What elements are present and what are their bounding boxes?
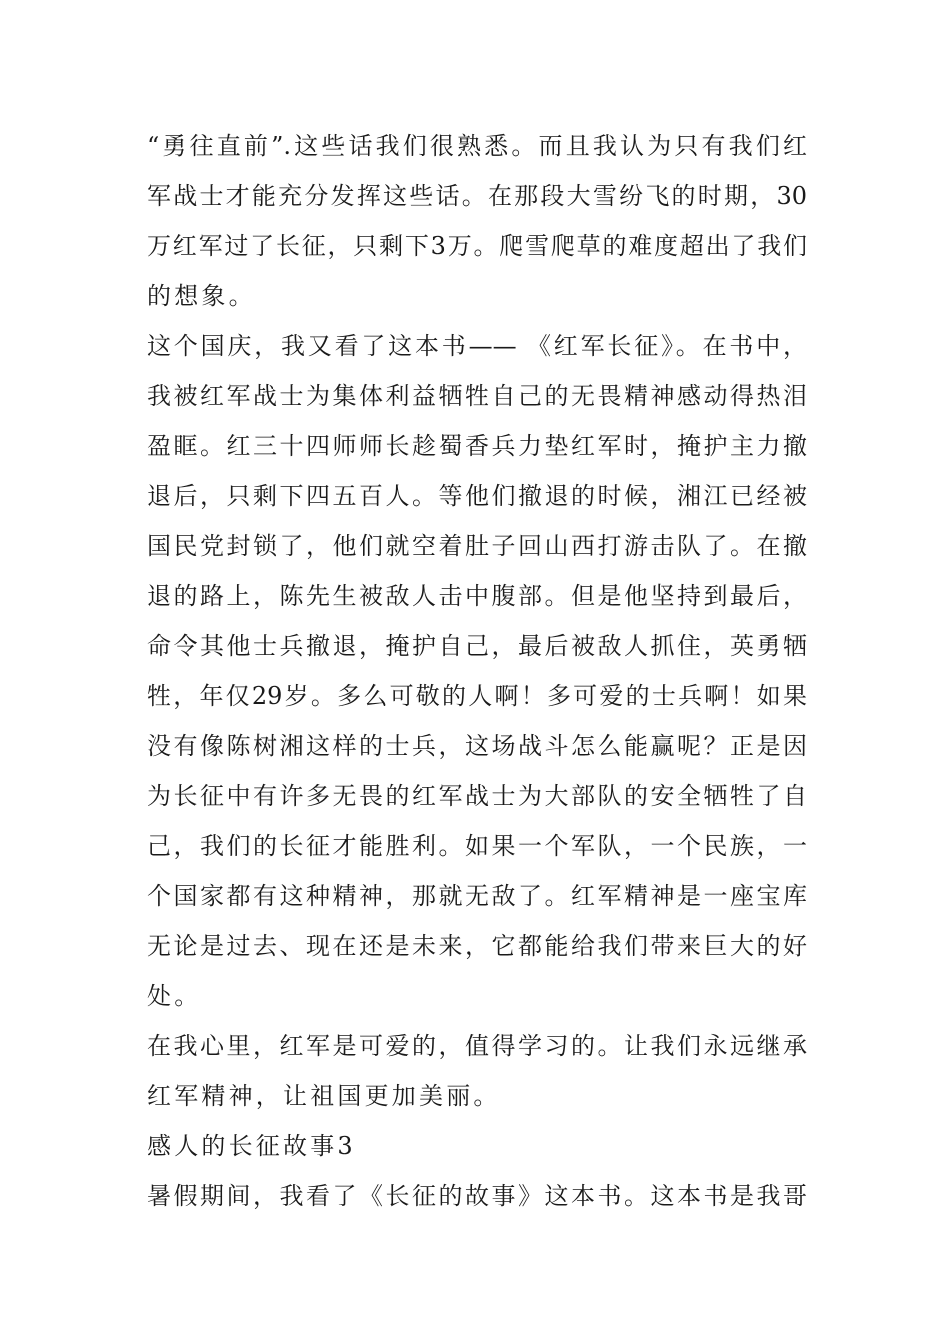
document-body xyxy=(147,121,807,1221)
text-line: 牲，年仅29岁。多么可敬的人啊！多可爱的士兵啊！如果 xyxy=(147,682,807,710)
text-line: 在我心里，红军是可爱的，值得学习的。让我们永远继承 xyxy=(147,1032,807,1060)
text-line: 无论是过去、现在还是未来，它都能给我们带来巨大的好 xyxy=(147,932,807,960)
text-line: 为长征中有许多无畏的红军战士为大部队的安全牺牲了自 xyxy=(147,782,807,810)
text-line: “勇往直前”.这些话我们很熟悉。而且我认为只有我们红 xyxy=(147,132,807,160)
text-line: 命令其他士兵撤退，掩护自己，最后被敌人抓住，英勇牺 xyxy=(147,632,807,660)
text-line: 处。 xyxy=(147,982,202,1010)
text-line: 的想象。 xyxy=(147,282,256,310)
text-line: 个国家都有这种精神，那就无敌了。红军精神是一座宝库 xyxy=(147,882,807,910)
text-line: 盈眶。红三十四师师长趁蜀香兵力垫红军时，掩护主力撤 xyxy=(147,432,807,460)
text-line: 暑假期间，我看了《长征的故事》这本书。这本书是我哥 xyxy=(147,1182,807,1210)
text-line: 红军精神，让祖国更加美丽。 xyxy=(147,1082,501,1110)
section-heading: 感人的长征故事3 xyxy=(147,1132,356,1160)
text-line: 退的路上，陈先生被敌人击中腹部。但是他坚持到最后， xyxy=(147,582,807,610)
text-line: 军战士才能充分发挥这些话。在那段大雪纷飞的时期，30 xyxy=(147,182,807,210)
text-line: 国民党封锁了，他们就空着肚子回山西打游击队了。在撤 xyxy=(147,532,807,560)
text-line: 这个国庆，我又看了这本书—— 《红军长征》。在书中， xyxy=(147,332,807,360)
text-line: 退后，只剩下四五百人。等他们撤退的时候，湘江已经被 xyxy=(147,482,807,510)
text-line: 没有像陈树湘这样的士兵，这场战斗怎么能赢呢？正是因 xyxy=(147,732,807,760)
text-line: 万红军过了长征，只剩下3万。爬雪爬草的难度超出了我们 xyxy=(147,232,807,260)
text-line: 我被红军战士为集体利益牺牲自己的无畏精神感动得热泪 xyxy=(147,382,807,410)
text-line: 己，我们的长征才能胜利。如果一个军队，一个民族，一 xyxy=(147,832,807,860)
